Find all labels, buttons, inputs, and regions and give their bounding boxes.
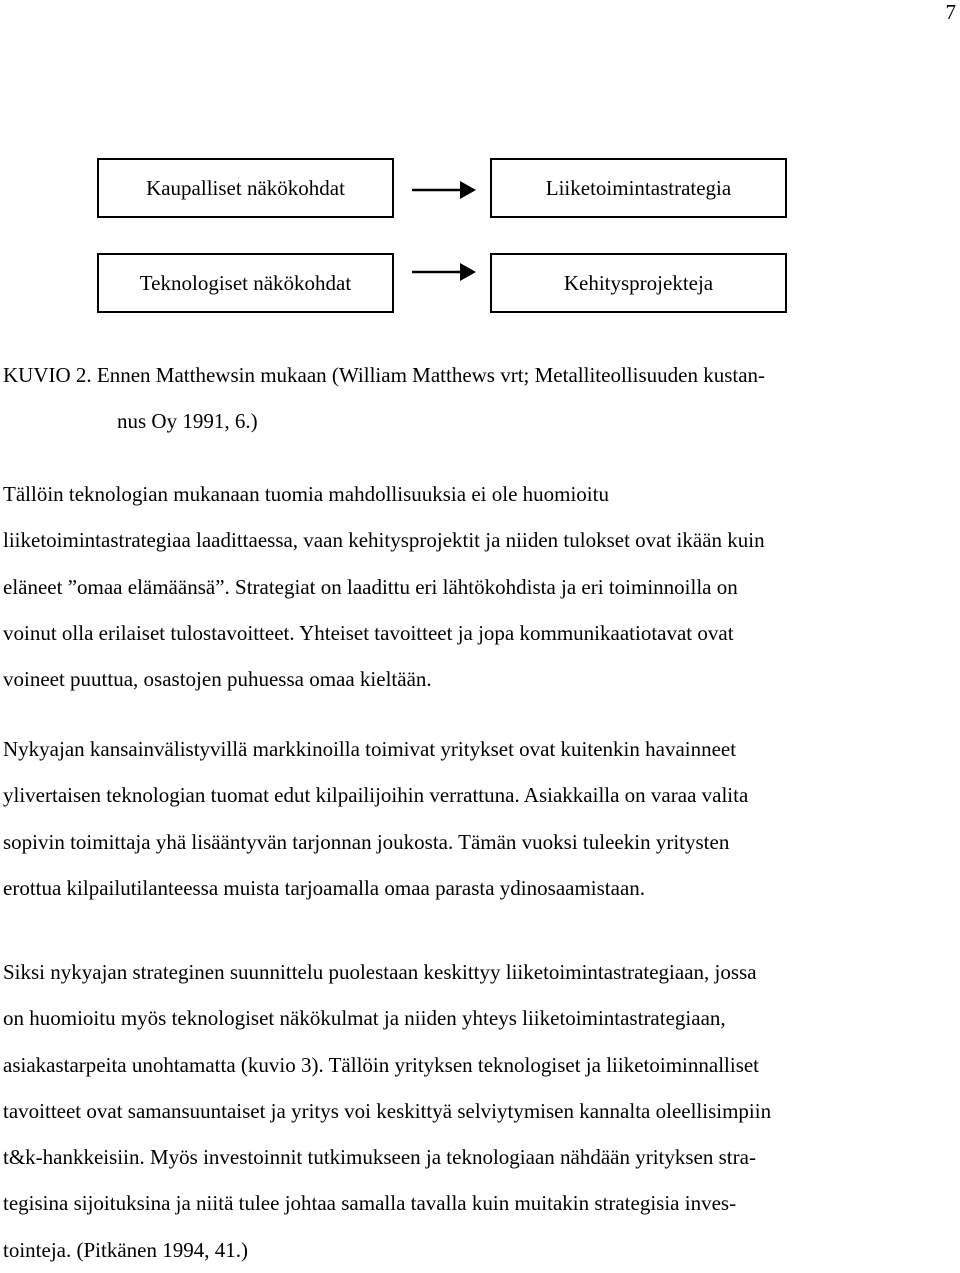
arrow-right-icon [410, 178, 478, 202]
text-line: Tällöin teknologian mukanaan tuomia mahdollisuuksia ei ole huomioitu [3, 482, 609, 506]
text-line: Nykyajan kansainvälistyvillä markkinoilla toimivat yritykset ovat kuitenkin havainneet [3, 737, 737, 761]
box-development-projects: Kehitysprojekteja [490, 253, 787, 313]
page-number: 7 [945, 0, 956, 24]
figure-diagram [0, 0, 960, 330]
paragraph-3 [3, 949, 958, 1273]
caption-line: KUVIO 2. Ennen Matthewsin mukaan (William Matthews vrt; Metalliteollisuuden kustan- [3, 363, 766, 387]
text-line: liiketoimintastrategiaa laadittaessa, vaan kehitysprojektit ja niiden tulokset ovat ikään kuin [3, 528, 765, 553]
text-line: asiakastarpeita unohtamatta (kuvio 3). Tällöin yrityksen teknologiset ja liiketoiminnalliset [3, 1052, 760, 1077]
figure-caption [3, 352, 958, 444]
text-line: on huomioitu myös teknologiset näkökulmat ja niiden yhteys liiketoimintastrategiaan, [3, 1006, 726, 1031]
text-line: erottua kilpailutilanteessa muista tarjoamalla omaa parasta ydinosaamistaan. [3, 875, 646, 900]
text-line: tavoitteet ovat samansuuntaiset ja yritys voi keskittyä selviytymisen kannalta oleellisimpiin [3, 1098, 772, 1123]
box-business-strategy: Liiketoimintastrategia [490, 158, 787, 218]
caption-line: nus Oy 1991, 6.) [117, 409, 258, 433]
text-line: tegisina sijoituksina ja niitä tulee johtaa samalla tavalla kuin muitakin strategisia inves- [3, 1191, 737, 1216]
text-line: tointeja. (Pitkänen 1994, 41.) [3, 1237, 248, 1262]
box-commercial-aspects: Kaupalliset näkökohdat [97, 158, 394, 218]
text-line: voineet puuttua, osastojen puhuessa omaa kieltään. [3, 667, 432, 692]
paragraph-2 [3, 726, 958, 911]
paragraph-1 [3, 471, 958, 702]
arrow-right-icon [410, 260, 478, 284]
text-line: ylivertaisen teknologian tuomat edut kilpailijoihin verrattuna. Asiakkailla on varaa valita [3, 783, 749, 808]
text-line: sopivin toimittaja yhä lisääntyvän tarjonnan joukosta. Tämän vuoksi tuleekin yritysten [3, 829, 730, 854]
text-line: voinut olla erilaiset tulostavoitteet. Yhteiset tavoitteet ja jopa kommunikaatiotavat ovat [3, 620, 734, 645]
text-line: eläneet ”omaa elämäänsä”. Strategiat on laadittu eri lähtökohdista ja eri toiminnoilla on [3, 574, 738, 599]
text-line: t&k-hankkeisiin. Myös investoinnit tutkimukseen ja teknologiaan nähdään yrityksen stra- [3, 1145, 756, 1170]
box-technological-aspects: Teknologiset näkökohdat [97, 253, 394, 313]
text-line: Siksi nykyajan strateginen suunnittelu puolestaan keskittyy liiketoimintastrategiaan, jossa [3, 960, 757, 984]
